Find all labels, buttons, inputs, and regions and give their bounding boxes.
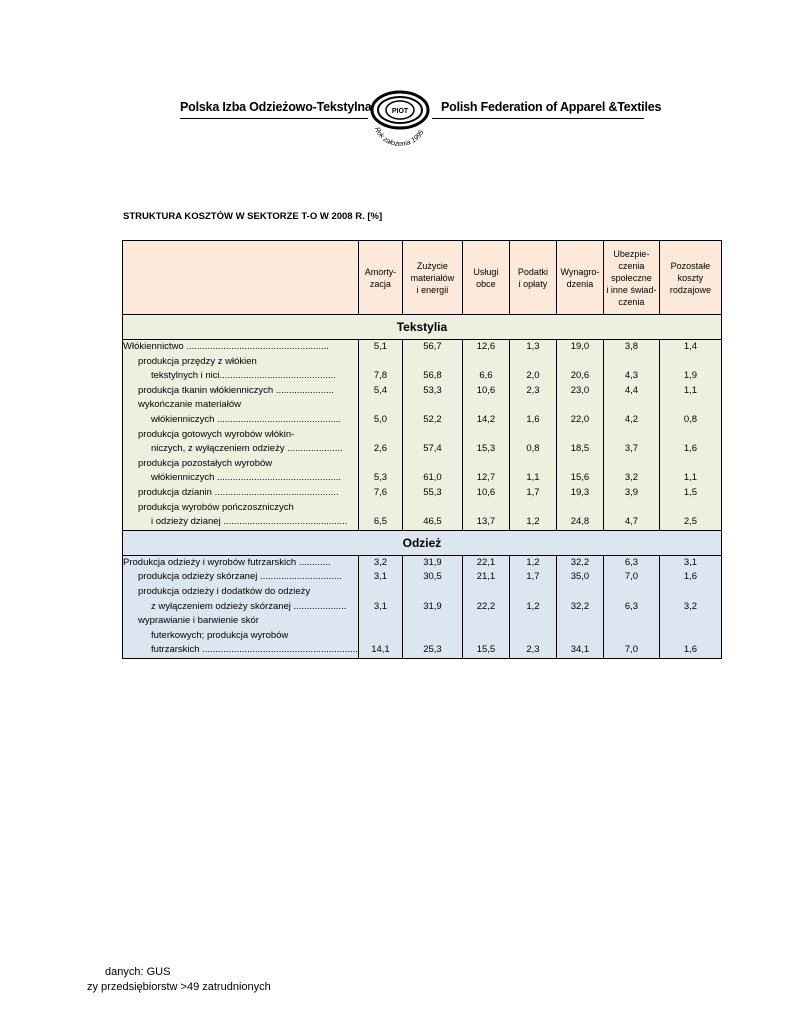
table-row xyxy=(123,355,722,384)
value-cell: 6,3 xyxy=(603,555,659,570)
column-header-cell: Podatki i opłaty xyxy=(509,241,556,315)
column-header-cell: Usługi obce xyxy=(462,241,509,315)
value-cell: 1,6 xyxy=(659,428,721,457)
value-cell: 15,5 xyxy=(462,614,509,658)
value-cell: 1,6 xyxy=(509,398,556,427)
value-cell: 21,1 xyxy=(462,570,509,585)
value-cell: 3,7 xyxy=(603,428,659,457)
row-label xyxy=(123,457,359,486)
column-header-cell: Amorty- zacja xyxy=(358,241,402,315)
value-cell: 4,4 xyxy=(603,384,659,399)
row-label-line: włókienniczych ............................................... xyxy=(151,472,342,484)
row-label-line: produkcja pozostałych wyrobów xyxy=(138,457,273,469)
row-label-line: produkcja dzianin ............................................... xyxy=(138,486,339,498)
header-right-title: Polish Federation of Apparel &Textiles xyxy=(441,100,662,114)
value-cell: 3,1 xyxy=(358,585,402,614)
row-label xyxy=(123,340,359,355)
value-cell: 15,3 xyxy=(462,428,509,457)
value-cell: 3,1 xyxy=(358,570,402,585)
value-cell: 1,9 xyxy=(659,355,721,384)
value-cell: 2,5 xyxy=(659,501,721,531)
value-cell: 0,8 xyxy=(509,428,556,457)
table-row xyxy=(123,398,722,427)
value-cell: 55,3 xyxy=(402,486,462,501)
value-cell: 18,5 xyxy=(556,428,603,457)
value-cell: 1,3 xyxy=(509,340,556,355)
value-cell: 53,3 xyxy=(402,384,462,399)
row-label-line: tekstylnych i nici............................................ xyxy=(151,370,336,382)
row-label xyxy=(123,585,359,614)
value-cell: 6,3 xyxy=(603,585,659,614)
table-row xyxy=(123,501,722,531)
table-row xyxy=(123,585,722,614)
row-label xyxy=(123,355,359,384)
value-cell: 30,5 xyxy=(402,570,462,585)
value-cell: 14,1 xyxy=(358,614,402,658)
value-cell: 1,7 xyxy=(509,570,556,585)
value-cell: 57,4 xyxy=(402,428,462,457)
row-label-line: z wyłączeniem odzieży skórzanej .................... xyxy=(151,600,347,612)
value-cell: 23,0 xyxy=(556,384,603,399)
value-cell: 4,3 xyxy=(603,355,659,384)
column-header-cell: Zużycie materiałów i energii xyxy=(402,241,462,315)
row-label-line: produkcja tkanin włókienniczych ...................... xyxy=(138,384,334,396)
value-cell: 5,4 xyxy=(358,384,402,399)
value-cell: 2,0 xyxy=(509,355,556,384)
value-cell: 56,7 xyxy=(402,340,462,355)
footnote-source: danych: GUS xyxy=(105,966,171,978)
column-header-cell: Wynagro- dzenia xyxy=(556,241,603,315)
value-cell: 3,2 xyxy=(358,555,402,570)
value-cell: 2,6 xyxy=(358,428,402,457)
section-title: Odzież xyxy=(123,530,722,555)
row-label-line: wyprawianie i barwienie skór xyxy=(138,615,259,627)
value-cell: 52,2 xyxy=(402,398,462,427)
value-cell: 35,0 xyxy=(556,570,603,585)
value-cell: 7,0 xyxy=(603,570,659,585)
value-cell: 1,2 xyxy=(509,555,556,570)
value-cell: 10,6 xyxy=(462,486,509,501)
row-label-line: i odzieży dzianej ............................................... xyxy=(151,516,348,528)
section-header-row xyxy=(123,315,722,340)
header-corner-cell xyxy=(123,241,359,315)
row-label xyxy=(123,570,359,585)
value-cell: 3,2 xyxy=(603,457,659,486)
value-cell: 1,4 xyxy=(659,340,721,355)
value-cell: 19,0 xyxy=(556,340,603,355)
value-cell: 34,1 xyxy=(556,614,603,658)
value-cell: 1,1 xyxy=(659,457,721,486)
value-cell: 1,7 xyxy=(509,486,556,501)
value-cell: 6,6 xyxy=(462,355,509,384)
row-label xyxy=(123,398,359,427)
value-cell: 5,0 xyxy=(358,398,402,427)
row-label-line: Produkcja odzieży i wyrobów futrzarskich ............ xyxy=(123,556,331,568)
value-cell: 13,7 xyxy=(462,501,509,531)
value-cell: 4,7 xyxy=(603,501,659,531)
svg-text:Rok założenia 1995 xyxy=(373,126,426,148)
value-cell: 22,0 xyxy=(556,398,603,427)
table-row xyxy=(123,457,722,486)
value-cell: 1,6 xyxy=(659,570,721,585)
value-cell: 1,1 xyxy=(509,457,556,486)
row-label-line: Włókiennictwo ...................................................... xyxy=(123,341,329,352)
value-cell: 46,5 xyxy=(402,501,462,531)
value-cell: 2,3 xyxy=(509,384,556,399)
value-cell: 32,2 xyxy=(556,555,603,570)
table-row xyxy=(123,384,722,399)
table-header-row xyxy=(123,241,722,315)
row-label xyxy=(123,555,359,570)
value-cell: 22,2 xyxy=(462,585,509,614)
value-cell: 22,1 xyxy=(462,555,509,570)
row-label xyxy=(123,501,359,531)
section-header-row xyxy=(123,530,722,555)
row-label-line: niczych, z wyłączeniem odzieży ..................... xyxy=(151,443,343,455)
logo-arc-text: Rok założenia 1995 xyxy=(372,126,426,149)
value-cell: 0,8 xyxy=(659,398,721,427)
footnote-scope: zy przedsiębiorstw >49 zatrudnionych xyxy=(87,981,271,993)
value-cell: 24,8 xyxy=(556,501,603,531)
table-row xyxy=(123,555,722,570)
section-title: Tekstylia xyxy=(123,315,722,340)
value-cell: 7,8 xyxy=(358,355,402,384)
table-row xyxy=(123,570,722,585)
value-cell: 1,1 xyxy=(659,384,721,399)
row-label-line: produkcja gotowych wyrobów włókin- xyxy=(138,428,295,440)
row-label xyxy=(123,428,359,457)
value-cell: 56,8 xyxy=(402,355,462,384)
value-cell: 3,1 xyxy=(659,555,721,570)
value-cell: 61,0 xyxy=(402,457,462,486)
value-cell: 12,6 xyxy=(462,340,509,355)
federation-logo xyxy=(366,88,434,152)
value-cell: 5,3 xyxy=(358,457,402,486)
row-label-line: produkcja odzieży i dodatków do odzieży xyxy=(138,585,311,597)
value-cell: 32,2 xyxy=(556,585,603,614)
value-cell: 20,6 xyxy=(556,355,603,384)
value-cell: 1,2 xyxy=(509,501,556,531)
header-rule-left xyxy=(180,118,368,119)
table-row xyxy=(123,486,722,501)
value-cell: 2,3 xyxy=(509,614,556,658)
column-header-cell: Pozostałe koszty rodzajowe xyxy=(659,241,721,315)
value-cell: 1,6 xyxy=(659,614,721,658)
header-rule-right xyxy=(432,118,644,119)
cost-structure-table xyxy=(122,240,722,659)
value-cell: 4,2 xyxy=(603,398,659,427)
row-label xyxy=(123,384,359,399)
value-cell: 31,9 xyxy=(402,585,462,614)
row-label xyxy=(123,614,359,658)
table-row xyxy=(123,614,722,658)
value-cell: 19,3 xyxy=(556,486,603,501)
value-cell: 31,9 xyxy=(402,555,462,570)
table-row xyxy=(123,428,722,457)
row-label-line: włókienniczych ............................................... xyxy=(151,413,342,425)
value-cell: 6,5 xyxy=(358,501,402,531)
value-cell: 14,2 xyxy=(462,398,509,427)
value-cell: 12,7 xyxy=(462,457,509,486)
row-label-line: produkcja wyrobów pończoszniczych xyxy=(138,501,294,513)
logo-monogram: PIOT xyxy=(391,108,409,115)
row-label-line: futrzarskich ........................................................... xyxy=(151,644,358,656)
value-cell: 25,3 xyxy=(402,614,462,658)
value-cell: 5,1 xyxy=(358,340,402,355)
value-cell: 3,9 xyxy=(603,486,659,501)
row-label-line: futerkowych; produkcja wyrobów xyxy=(151,629,289,641)
row-label-line: produkcja odzieży skórzanej ............................... xyxy=(138,571,342,583)
value-cell: 7,0 xyxy=(603,614,659,658)
value-cell: 3,8 xyxy=(603,340,659,355)
column-header-cell: Ubezpie- czenia społeczne i inne świad- czenia xyxy=(603,241,659,315)
value-cell: 3,2 xyxy=(659,585,721,614)
value-cell: 7,6 xyxy=(358,486,402,501)
value-cell: 15,6 xyxy=(556,457,603,486)
value-cell: 1,2 xyxy=(509,585,556,614)
document-title: STRUKTURA KOSZTÓW W SEKTORZE T-O W 2008 R. [%] xyxy=(123,211,383,222)
header-left-title: Polska Izba Odzieżowo-Tekstylna xyxy=(180,100,372,114)
row-label xyxy=(123,486,359,501)
value-cell: 10,6 xyxy=(462,384,509,399)
row-label-line: produkcja przędzy z włókien xyxy=(138,355,257,367)
row-label-line: wykończanie materiałów xyxy=(138,399,241,411)
table-row xyxy=(123,340,722,355)
value-cell: 1,5 xyxy=(659,486,721,501)
